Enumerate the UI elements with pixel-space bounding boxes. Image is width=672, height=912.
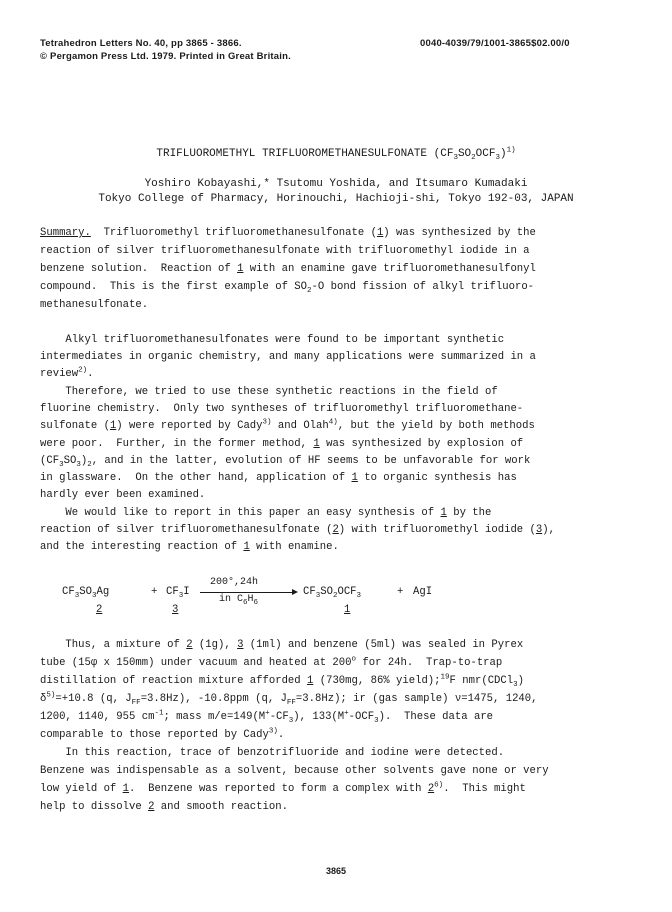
para1-line-2: intermediates in organic chemistry, and many applications were summarized in a <box>40 351 536 363</box>
affiliation: Tokyo College of Pharmacy, Horinouchi, Hachioji-shi, Tokyo 192-03, JAPAN <box>98 193 574 205</box>
compound-number-2: 2 <box>96 604 103 616</box>
compound-number-3: 3 <box>172 604 179 616</box>
para4-line-6: comparable to those reported by Cady$^{3)}$. <box>40 727 285 741</box>
summary-line-3: benzene solution. Reaction of 1 with an enamine gave trifluoromethanesulfonyl <box>40 263 536 275</box>
para4-line-1: Thus, a mixture of 2 (1g), 3 (1ml) and benzene (5ml) was sealed in Pyrex <box>40 639 524 651</box>
para3-line-3: and the interesting reaction of 1 with enamine. <box>40 541 339 553</box>
para4-line-4: $\delta^{5)}=+10.8$ (q, $J_{FF}=3.8Hz$), -10.8ppm (q, $J_{FF}=3.8Hz$); ir (gas sample) ν=1475, 1240, <box>40 691 538 708</box>
para4-line-2: tube (15φ x 150mm) under vacuum and heated at 200$^o$ for 24h. Trap-to-trap <box>40 655 503 669</box>
article-code: 0040-4039/79/1001-3865$02.00/0 <box>420 38 570 49</box>
plus-sign-1: + <box>151 586 158 598</box>
reactant-cf3i: $CF_3I$ <box>166 586 190 601</box>
para2-line-2: fluorine chemistry. Only two syntheses of trifluoromethyl trifluoromethane- <box>40 403 524 415</box>
para2-line-3: sulfonate (1) were reported by Cady$^{3)}$ and Olah$^{4)}$, but the yield by both methods <box>40 418 535 432</box>
plus-sign-2: + <box>397 586 404 598</box>
summary-line-1: Summary. Trifluoromethyl trifluoromethanesulfonate (1) was synthesized by the <box>40 227 536 239</box>
authors: Yoshiro Kobayashi,* Tsutomu Yoshida, and Itsumaro Kumadaki <box>144 178 528 190</box>
page-number: 3865 <box>325 866 347 876</box>
para2-line-1: Therefore, we tried to use these synthetic reactions in the field of <box>40 386 498 398</box>
para2-line-5: $(CF_3SO_3)_2$, and in the latter, evolution of HF seems to be unfavorable for work <box>40 455 531 470</box>
article-title: TRIFLUOROMETHYL TRIFLUOROMETHANESULFONATE $(CF_3SO_2OCF_3)^{1)}$ <box>156 146 516 163</box>
para4-line-5: 1200, 1140, 955 $cm^{-1}$; mass $m/e=149(M^+-CF_3)$, $133(M^+-OCF_3)$. These data are <box>40 709 494 726</box>
para5-line-2: Benzene was indispensable as a solvent, because other solvents gave none or very <box>40 765 549 777</box>
summary-line-5: methanesulfonate. <box>40 299 149 311</box>
para2-line-4: were poor. Further, in the former method, 1 was synthesized by explosion of <box>40 438 524 450</box>
para5-line-1: In this reaction, trace of benzotrifluoride and iodine were detected. <box>40 747 505 759</box>
para3-line-1: We would like to report in this paper an easy synthesis of 1 by the <box>40 507 492 519</box>
para3-line-2: reaction of silver trifluoromethanesulfonate (2) with trifluoromethyl iodide (3), <box>40 524 555 536</box>
reaction-condition-temp-time: 200°,24h <box>210 577 259 588</box>
journal-citation: Tetrahedron Letters No. 40, pp 3865 - 3866. <box>40 38 242 49</box>
summary-line-2: reaction of silver trifluoromethanesulfonate with trifluoromethyl iodide in a <box>40 245 530 257</box>
summary-line-4: compound. This is the first example of $SO_2-O$ bond fission of alkyl trifluoro- <box>40 281 535 296</box>
reaction-arrow-head <box>292 589 298 595</box>
reactant-silver-triflate: $CF_3SO_3Ag$ <box>62 586 110 601</box>
para1-line-3: review$^{2)}$. <box>40 366 94 380</box>
para2-line-7: hardly ever been examined. <box>40 489 206 501</box>
para4-line-3: distillation of reaction mixture afforded 1 (730mg, 86% yield);$^{19}$F nmr(CDCl$_3$) <box>40 673 524 690</box>
copyright-line: © Pergamon Press Ltd. 1979. Printed in Great Britain. <box>40 51 291 62</box>
compound-number-1: 1 <box>344 604 351 616</box>
para2-line-6: in glassware. On the other hand, application of 1 to organic synthesis has <box>40 472 517 484</box>
reaction-condition-solvent: in $C_6H_6$ <box>219 594 259 607</box>
para1-line-1: Alkyl trifluoromethanesulfonates were found to be important synthetic <box>40 334 505 346</box>
product-agi: AgI <box>413 586 433 598</box>
product-cf3so2ocf3: $CF_3SO_2OCF_3$ <box>303 586 362 601</box>
reaction-arrow <box>200 592 294 593</box>
para5-line-4: help to dissolve 2 and smooth reaction. <box>40 801 288 813</box>
para5-line-3: low yield of 1. Benzene was reported to form a complex with 2$^{6)}$. This might <box>40 781 526 795</box>
